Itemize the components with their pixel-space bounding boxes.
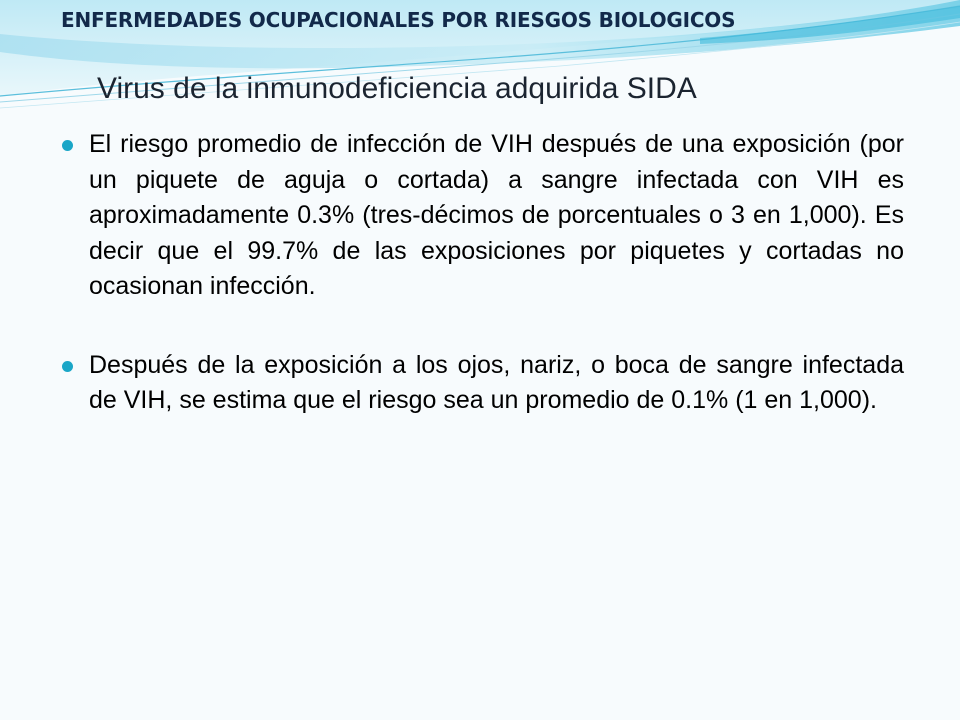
bullet-list <box>62 127 904 462</box>
header-title: ENFERMEDADES OCUPACIONALES POR RIESGOS BIOLOGICOS <box>61 8 736 32</box>
bullet-dot-icon <box>62 140 73 151</box>
bullet-dot-icon <box>62 361 73 372</box>
slide-title: Virus de la inmunodeficiencia adquirida SIDA <box>97 72 697 105</box>
bullet-item <box>62 127 904 305</box>
bullet-text: Después de la exposición a los ojos, nariz, o boca de sangre infectada de VIH, se estima que el riesgo sea un promedio de 0.1% (1 en 1,000). <box>89 350 904 414</box>
bullet-item <box>62 348 904 419</box>
bullet-text: El riesgo promedio de infección de VIH después de una exposición (por un piquete de aguja o cortada) a sangre infectada con VIH es aproximadamente 0.3% (tres-décimos de porcentuales o 3 en 1,000). Es decir que el 99.7% de las exposiciones por piquetes y cortadas no ocasionan infección. <box>89 130 904 300</box>
